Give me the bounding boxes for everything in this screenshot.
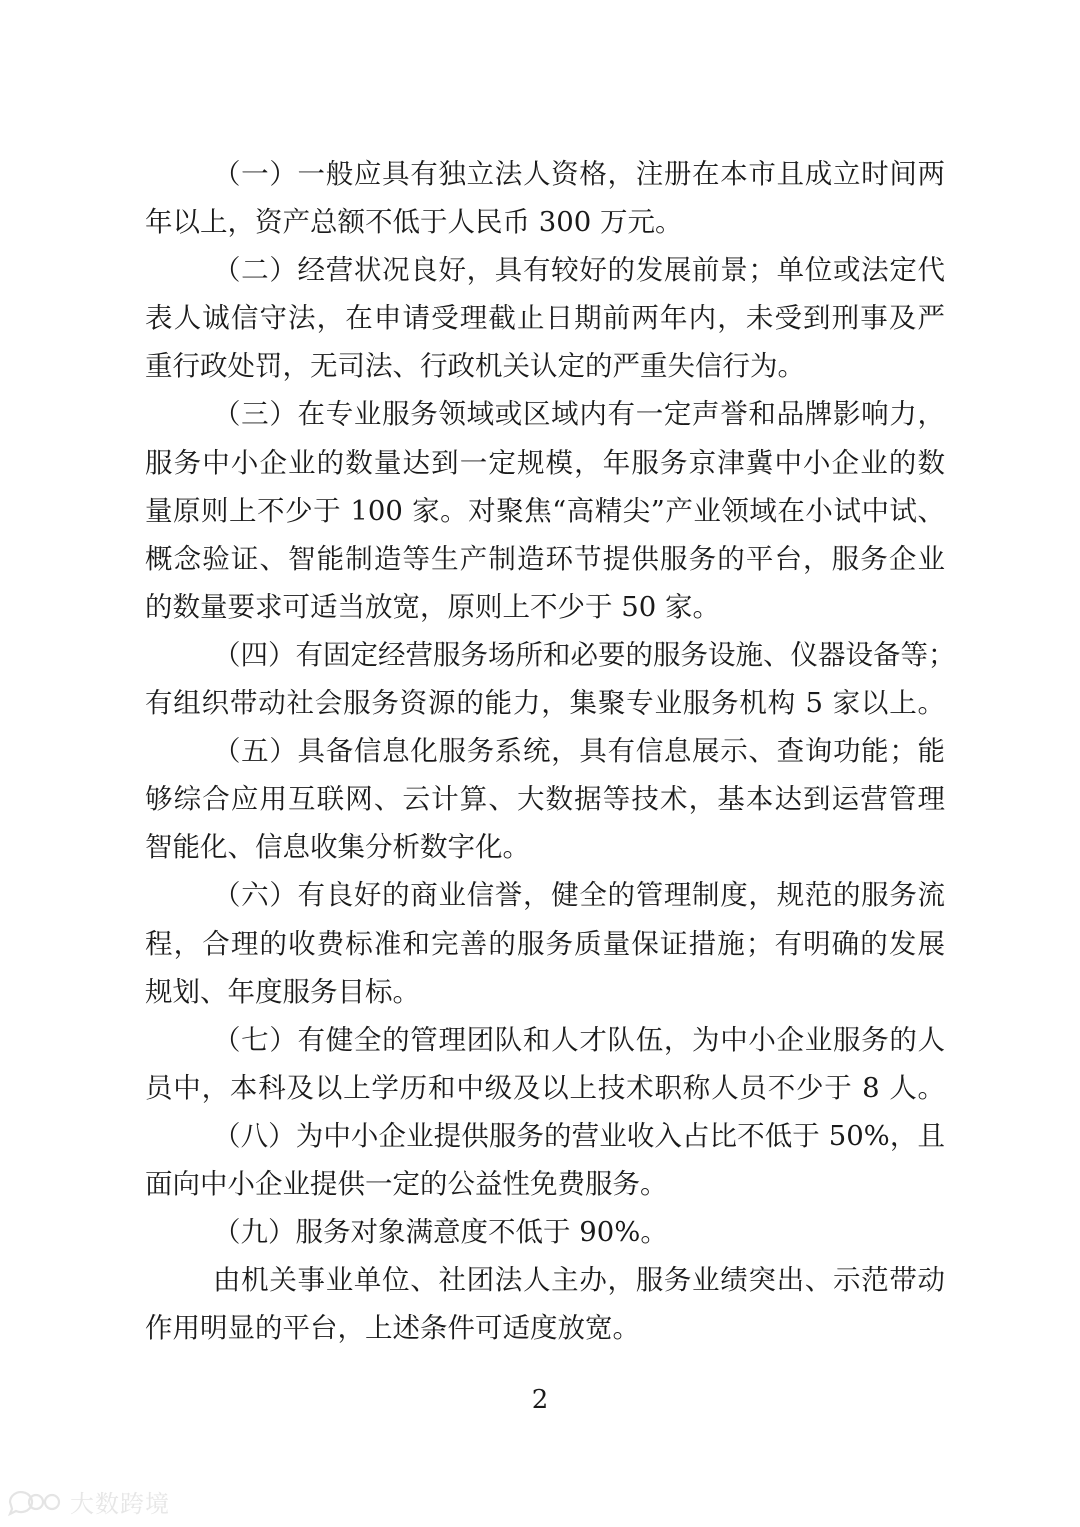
text-line: （四）有固定经营服务场所和必要的服务设施、仪器设备等； <box>213 638 956 671</box>
text-line: 量原则上不少于 100 家。对聚焦“高精尖”产业领域在小试中试、 <box>145 494 945 527</box>
page-number: 2 <box>531 1385 549 1415</box>
text-line: 够综合应用互联网、云计算、大数据等技术，基本达到运营管理 <box>145 783 945 816</box>
text-line: 有组织带动社会服务资源的能力，集聚专业服务机构 5 家以上。 <box>145 687 945 720</box>
text-line: 重行政处罚，无司法、行政机关认定的严重失信行为。 <box>145 350 805 383</box>
text-line: 规划、年度服务目标。 <box>145 975 420 1008</box>
text-line: 表人诚信守法，在申请受理截止日期前两年内，未受到刑事及严 <box>145 302 945 335</box>
text-line: （六）有良好的商业信誉，健全的管理制度，规范的服务流 <box>213 879 945 912</box>
text-line: （一）一般应具有独立法人资格，注册在本市且成立时间两 <box>213 158 945 190</box>
watermark <box>6 1484 170 1519</box>
text-line: 智能化、信息收集分析数字化。 <box>145 831 530 864</box>
text-line: 员中，本科及以上学历和中级及以上技术职称人员不少于 8 人。 <box>145 1071 945 1104</box>
text-line: （八）为中小企业提供服务的营业收入占比不低于 50%，且 <box>213 1119 945 1152</box>
text-line: 的数量要求可适当放宽，原则上不少于 50 家。 <box>145 590 720 623</box>
text-line: 由机关事业单位、社团法人主办，服务业绩突出、示范带动 <box>213 1264 945 1297</box>
document-body <box>145 150 956 1352</box>
text-line: （九）服务对象满意度不低于 90%。 <box>213 1216 668 1249</box>
text-line: （七）有健全的管理团队和人才队伍，为中小企业服务的人 <box>213 1023 945 1056</box>
text-line: 年以上，资产总额不低于人民币 300 万元。 <box>145 206 683 239</box>
text-line: （五）具备信息化服务系统，具有信息展示、查询功能；能 <box>213 735 945 768</box>
text-line: （二）经营状况良好，具有较好的发展前景；单位或法定代 <box>213 254 945 287</box>
watermark-text: 大数跨境 <box>70 1490 170 1518</box>
text-line: 概念验证、智能制造等生产制造环节提供服务的平台，服务企业 <box>145 542 945 575</box>
text-line: 作用明显的平台，上述条件可适度放宽。 <box>145 1312 640 1345</box>
text-line: 服务中小企业的数量达到一定规模，年服务京津冀中小企业的数 <box>145 446 945 479</box>
text-line: 程，合理的收费标准和完善的服务质量保证措施；有明确的发展 <box>145 927 945 960</box>
text-line: 面向中小企业提供一定的公益性免费服务。 <box>145 1167 668 1200</box>
speech-bubble-logo-icon <box>6 1487 66 1517</box>
text-line: （三）在专业服务领域或区域内有一定声誉和品牌影响力， <box>213 398 945 431</box>
